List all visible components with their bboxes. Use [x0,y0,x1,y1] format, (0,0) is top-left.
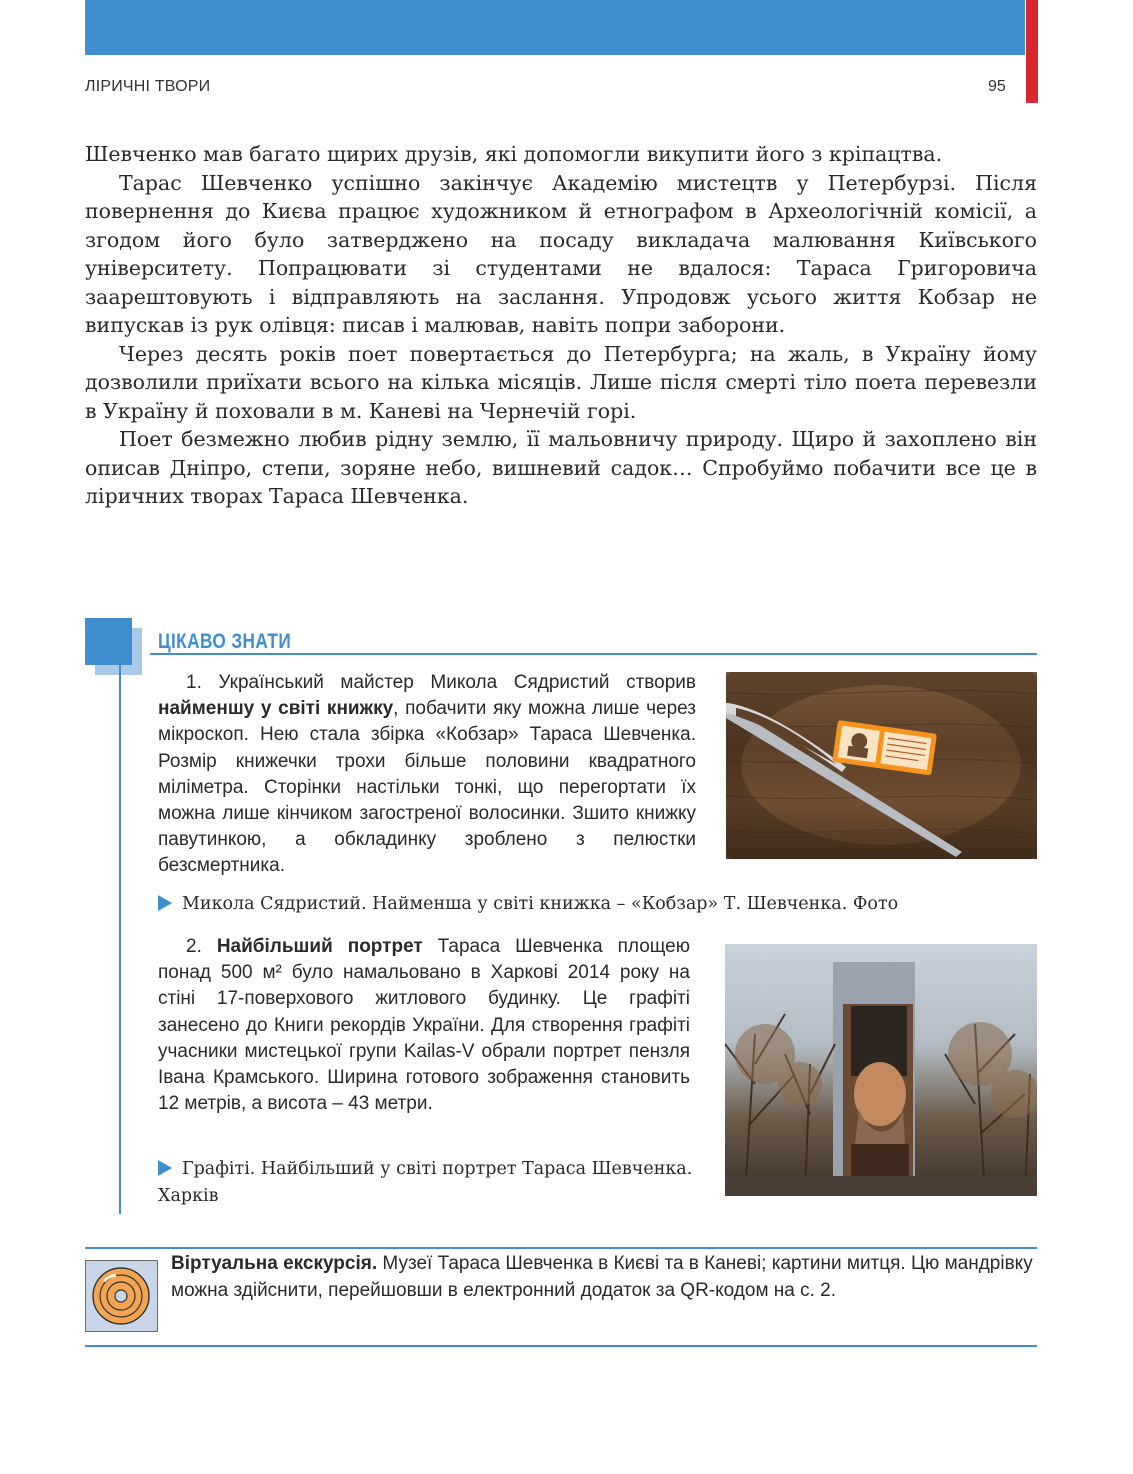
box-marker [85,618,132,665]
needle-and-book-image [726,672,1037,859]
main-text [85,140,1037,511]
paragraph: Через десять років поет повертається до Петербурга; на жаль, в Україну йому дозволили приїхати всього на кілька місяців. Лише після смерті тіло поета перевезли в Україну й поховали в м. Каневі на Чернечій горі. [85,341,1037,423]
box-side-rule [119,665,121,1214]
box-title-rule [150,653,1037,655]
caption-2: Графіті. Найбільший у світі портрет Тараса Шевченка. Харків [158,1159,693,1206]
fact-2: 2. Найбільший портрет Тараса Шевченка площею понад 500 м² було намальовано в Харкові 2014 року на стіні 17-поверхового житлового будинку. Це графіті занесено до Книги рекордів України. Для створення графіті учасники мистецької групи Kailas-V обрали портрет пензля Івана Крамського. Ширина готового зображення становить 12 метрів, а висота – 43 метри. [158,936,690,1115]
photo-smallest-book [726,672,1037,859]
caption-1: Микола Сядристий. Найменша у світі книжка – «Кобзар» Т. Шевченка. Фото [158,891,1038,918]
running-head: ЛІРИЧНІ ТВОРИ [85,78,211,95]
virtual-tour-note: Віртуальна екскурсія. Музеї Тараса Шевченка в Києві та в Каневі; картини митця. Цю мандрівку можна здійснити, перейшовши в електронний додаток за QR-кодом на с. 2. [171,1253,1033,1301]
photo-graffiti [725,944,1037,1196]
page-edge-tab [1026,0,1038,103]
paragraph: Поет безмежно любив рідну землю, її мальовничу природу. Щиро й захоплено він описав Дніпро, степи, зоряне небо, вишневий садок… Спробуймо побачити все це в ліричних творах Тараса Шевченка. [85,427,1037,508]
graffiti-building-image [725,944,1037,1196]
paragraph: Тарас Шевченко успішно закінчує Академію мистецтв у Петербурзі. Після повернення до Києва працює художником й етнографом в Археологічній комісії, а згодом його було затверджено на посаду викладача малювання Київського університету. Попрацювати зі студентами не вдалося: Тараса Григоровича заарештовують і відправляють на заслання. Упродовж усього життя Кобзар не випускав із рук олівця: писав і малював, навіть попри заборони. [85,170,1037,337]
page-number: 95 [988,78,1006,95]
box-title: ЦІКАВО ЗНАТИ [158,630,292,653]
fact-1: 1. Український майстер Микола Сядристий створив найменшу у світі книжку, побачити яку можна лише через мікроскоп. Нею стала збірка «Кобзар» Тараса Шевченка. Розмір книжечки трохи більше половини квадратного міліметра. Сторінки настільки тонкі, що перегортати їх можна лише кінчиком загостреної волосинки. Зшито книжку павутинкою, а обкладинку зроблено з пелюстки безсмертника. [158,672,697,877]
caption-arrow-icon [158,895,172,911]
caption-arrow-icon [158,1160,172,1176]
tour-rule-bottom [85,1345,1037,1347]
tour-rule-top [85,1247,1037,1249]
paragraph: Шевченко мав багато щирих друзів, які допомогли викупити його з кріпацтва. [85,142,943,166]
disc-icon [85,1260,158,1332]
header-band [85,0,1025,55]
